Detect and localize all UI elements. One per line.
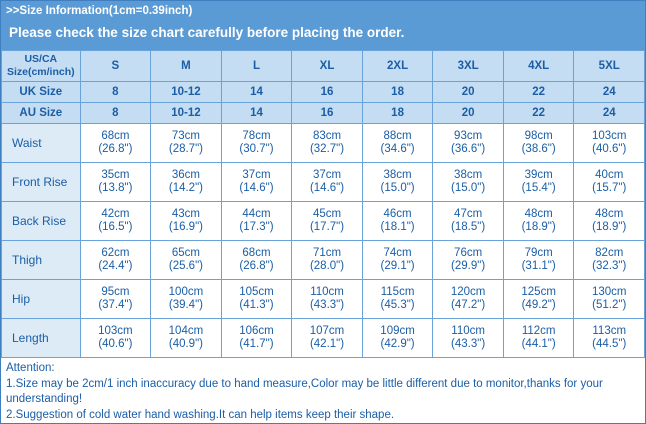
value-cm: 35cm — [101, 169, 130, 181]
value-cm: 105cm — [239, 286, 274, 298]
value-inch: (18.9") — [592, 221, 627, 233]
value-inch: (37.4") — [98, 299, 133, 311]
value-cm: 48cm — [524, 208, 553, 220]
value-inch: (26.8") — [98, 143, 133, 155]
table-cell: 14 — [221, 103, 292, 124]
row-label: AU Size — [2, 103, 81, 124]
column-header: L — [221, 51, 292, 82]
value-inch: (28.7") — [168, 143, 203, 155]
row-label: Front Rise — [2, 163, 81, 202]
value-inch: (40.6") — [592, 143, 627, 155]
value-cm: 73cm — [171, 130, 200, 142]
value-cm: 40cm — [595, 169, 624, 181]
table-cell — [221, 124, 292, 163]
table-cell — [292, 241, 363, 280]
table-cell — [503, 163, 574, 202]
value-cm: 98cm — [524, 130, 553, 142]
table-row — [2, 241, 645, 280]
value-inch: (30.7") — [239, 143, 274, 155]
row-label: Thigh — [2, 241, 81, 280]
table-row — [2, 319, 645, 358]
value-cm: 103cm — [591, 130, 627, 142]
table-row — [2, 103, 645, 124]
value-cm: 112cm — [521, 325, 556, 337]
value-inch: (14.6") — [309, 182, 345, 194]
table-cell: 16 — [292, 103, 363, 124]
value-inch: (15.4") — [521, 182, 556, 194]
value-cm: 68cm — [242, 247, 271, 259]
value-inch: (14.6") — [239, 182, 274, 194]
value-inch: (17.7") — [309, 221, 345, 233]
table-cell — [433, 319, 504, 358]
table-cell — [433, 202, 504, 241]
value-cm: 110cm — [310, 286, 344, 298]
table-cell — [151, 202, 222, 241]
table-row — [2, 163, 645, 202]
value-cm: 42cm — [101, 208, 130, 220]
page-title: >>Size Information(1cm=0.39inch) — [1, 1, 645, 21]
column-header: S — [80, 51, 151, 82]
value-cm: 113cm — [592, 325, 627, 337]
value-cm: 93cm — [454, 130, 483, 142]
table-cell: 10-12 — [151, 103, 222, 124]
table-cell — [80, 319, 151, 358]
value-cm: 48cm — [595, 208, 624, 220]
value-inch: (18.5") — [451, 221, 486, 233]
table-cell: 20 — [433, 103, 504, 124]
table-cell — [362, 319, 433, 358]
value-inch: (28.0") — [309, 260, 345, 272]
value-cm: 76cm — [454, 247, 483, 259]
table-row — [2, 202, 645, 241]
value-cm: 36cm — [171, 169, 200, 181]
table-cell — [151, 163, 222, 202]
attention-note-1: 1.Size may be 2cm/1 inch inaccuracy due to hand measure,Color may be little different due to monitor,thanks for your understanding! — [6, 377, 603, 405]
value-cm: 120cm — [450, 286, 486, 298]
value-cm: 38cm — [454, 169, 483, 181]
value-inch: (42.9") — [380, 338, 415, 350]
value-inch: (13.8") — [98, 182, 133, 194]
value-inch: (41.3") — [239, 299, 274, 311]
table-cell: 10-12 — [151, 82, 222, 103]
row-label: Back Rise — [2, 202, 81, 241]
table-cell: 8 — [80, 103, 151, 124]
value-cm: 95cm — [101, 286, 130, 298]
value-inch: (15.0") — [451, 182, 486, 194]
value-cm: 68cm — [101, 130, 130, 142]
value-inch: (25.6") — [168, 260, 203, 272]
table-row — [2, 280, 645, 319]
row-label: Length — [2, 319, 81, 358]
table-cell — [292, 280, 363, 319]
column-header: XL — [292, 51, 363, 82]
value-inch: (32.7") — [309, 143, 345, 155]
table-cell — [151, 124, 222, 163]
row-label-header-line2: Size(cm/inch) — [6, 66, 75, 78]
table-cell — [574, 202, 645, 241]
table-cell: 24 — [574, 82, 645, 103]
table-cell — [221, 202, 292, 241]
table-cell: 18 — [362, 82, 433, 103]
value-cm: 39cm — [524, 169, 553, 181]
table-cell — [80, 124, 151, 163]
table-cell — [503, 319, 574, 358]
table-cell — [292, 163, 363, 202]
table-cell — [433, 124, 504, 163]
attention-heading: Attention: — [6, 362, 55, 374]
value-inch: (41.7") — [239, 338, 274, 350]
table-cell — [221, 163, 292, 202]
row-label: Hip — [2, 280, 81, 319]
value-cm: 107cm — [309, 325, 345, 337]
table-cell — [574, 124, 645, 163]
value-cm: 46cm — [383, 208, 412, 220]
value-inch: (45.3") — [380, 299, 415, 311]
table-cell — [80, 280, 151, 319]
attention-notes — [1, 358, 645, 423]
table-cell — [574, 241, 645, 280]
value-cm: 110cm — [451, 325, 485, 337]
value-inch: (38.6") — [521, 143, 556, 155]
value-cm: 74cm — [383, 247, 412, 259]
table-cell: 20 — [433, 82, 504, 103]
value-cm: 38cm — [383, 169, 412, 181]
value-inch: (42.1") — [309, 338, 345, 350]
table-cell — [574, 280, 645, 319]
value-cm: 125cm — [521, 286, 556, 298]
table-cell — [80, 241, 151, 280]
value-inch: (51.2") — [592, 299, 627, 311]
value-inch: (34.6") — [380, 143, 415, 155]
value-cm: 82cm — [595, 247, 624, 259]
value-inch: (16.5") — [98, 221, 133, 233]
value-cm: 88cm — [383, 130, 412, 142]
table-cell — [221, 319, 292, 358]
value-inch: (17.3") — [239, 221, 274, 233]
table-cell — [503, 202, 574, 241]
table-cell — [574, 319, 645, 358]
value-cm: 47cm — [454, 208, 483, 220]
value-inch: (43.3") — [309, 299, 345, 311]
table-row — [2, 82, 645, 103]
row-label: Waist — [2, 124, 81, 163]
table-cell: 8 — [80, 82, 151, 103]
table-cell — [362, 202, 433, 241]
value-cm: 37cm — [312, 169, 342, 181]
row-label: UK Size — [2, 82, 81, 103]
value-inch: (44.1") — [521, 338, 556, 350]
value-inch: (40.6") — [98, 338, 133, 350]
value-inch: (49.2") — [521, 299, 556, 311]
table-cell — [292, 319, 363, 358]
size-chart-table — [1, 50, 645, 358]
column-header: 3XL — [433, 51, 504, 82]
column-header: 4XL — [503, 51, 574, 82]
value-inch: (16.9") — [168, 221, 203, 233]
table-cell — [80, 163, 151, 202]
value-cm: 100cm — [168, 286, 204, 298]
table-cell: 14 — [221, 82, 292, 103]
table-cell — [574, 163, 645, 202]
table-cell — [151, 280, 222, 319]
value-inch: (29.9") — [451, 260, 486, 272]
table-cell — [221, 241, 292, 280]
value-inch: (18.9") — [521, 221, 556, 233]
table-cell — [292, 124, 363, 163]
table-cell — [151, 319, 222, 358]
table-cell — [433, 163, 504, 202]
value-cm: 104cm — [168, 325, 204, 337]
page-subtitle: Please check the size chart carefully before placing the order. — [1, 21, 645, 50]
table-cell — [503, 241, 574, 280]
table-cell — [362, 163, 433, 202]
table-cell — [80, 202, 151, 241]
row-label-header-line1: US/CA — [24, 53, 58, 65]
value-inch: (24.4") — [98, 260, 133, 272]
table-cell — [292, 202, 363, 241]
value-cm: 83cm — [312, 130, 342, 142]
value-inch: (14.2") — [168, 182, 203, 194]
value-cm: 103cm — [98, 325, 133, 337]
value-inch: (40.9") — [168, 338, 203, 350]
table-cell: 16 — [292, 82, 363, 103]
table-cell — [221, 280, 292, 319]
value-cm: 65cm — [171, 247, 200, 259]
table-header-row — [2, 51, 645, 82]
value-inch: (36.6") — [451, 143, 486, 155]
value-inch: (39.4") — [168, 299, 203, 311]
value-inch: (26.8") — [239, 260, 274, 272]
table-cell — [433, 241, 504, 280]
table-cell: 24 — [574, 103, 645, 124]
value-cm: 62cm — [101, 247, 130, 259]
value-inch: (15.0") — [380, 182, 415, 194]
value-cm: 71cm — [312, 247, 342, 259]
value-inch: (32.3") — [592, 260, 627, 272]
table-cell — [362, 280, 433, 319]
value-cm: 106cm — [239, 325, 274, 337]
value-inch: (18.1") — [380, 221, 415, 233]
value-inch: (31.1") — [521, 260, 556, 272]
value-inch: (44.5") — [592, 338, 627, 350]
table-cell: 22 — [503, 103, 574, 124]
table-cell — [362, 124, 433, 163]
value-inch: (15.7") — [592, 182, 627, 194]
table-cell — [433, 280, 504, 319]
column-header: M — [151, 51, 222, 82]
value-cm: 37cm — [242, 169, 271, 181]
table-row — [2, 124, 645, 163]
attention-note-2: 2.Suggestion of cold water hand washing.It can help items keep their shape. — [6, 408, 395, 421]
value-cm: 78cm — [242, 130, 271, 142]
value-inch: (29.1") — [380, 260, 415, 272]
value-cm: 44cm — [242, 208, 271, 220]
table-cell — [151, 241, 222, 280]
table-cell — [503, 124, 574, 163]
value-cm: 43cm — [171, 208, 200, 220]
value-cm: 79cm — [524, 247, 553, 259]
column-header: 5XL — [574, 51, 645, 82]
column-header: 2XL — [362, 51, 433, 82]
table-cell — [503, 280, 574, 319]
value-cm: 115cm — [380, 286, 415, 298]
table-cell — [362, 241, 433, 280]
table-cell: 22 — [503, 82, 574, 103]
row-label-header — [2, 51, 81, 82]
value-inch: (47.2") — [451, 299, 486, 311]
value-cm: 109cm — [380, 325, 415, 337]
table-cell: 18 — [362, 103, 433, 124]
value-cm: 130cm — [591, 286, 627, 298]
value-inch: (43.3") — [451, 338, 486, 350]
value-cm: 45cm — [312, 208, 342, 220]
